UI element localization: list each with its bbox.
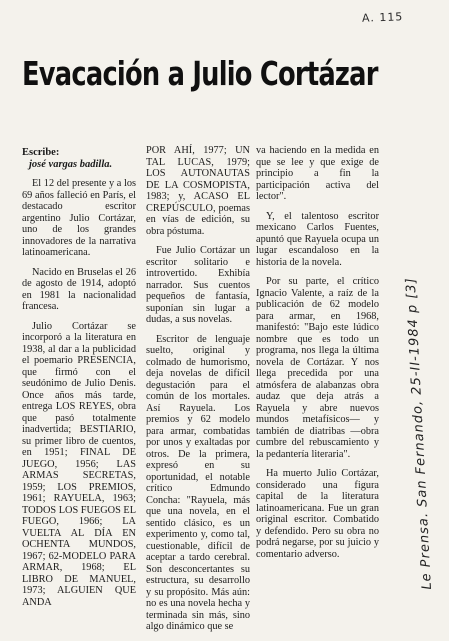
byline-label: Escribe: [22,147,60,158]
col1-paragraph: Julio Cortázar se incorporó a la literatura en 1938, al dar a la publicidad el poemario PRESENCIA, que firmó con el seudónimo de Julio Denis. Once años más tarde, entrega LOS REYES, obra que pasó totalmente inadvertida; BESTIARIO, su primer libro de cuentos, en 1951; FINAL DE JUEGO, 1956; LAS ARMAS SECRETAS, 1959; LOS PREMIOS, 1961; RAYUELA, 1963; TODOS LOS FUEGOS EL FUEGO, 1966; LA VUELTA AL DÍA EN OCHENTA MUNDOS, 1967; 62-MODELO PARA ARMAR, 1968; EL LIBRO DE MANUEL, 1973; ALGUIEN QUE ANDA [22,320,136,608]
col3-paragraph: Ha muerto Julio Cortázar, considerado una figura capital de la literatura latinoamericana. Fue un gran original escritor. Combatido y defendido. Pero su obra no podrá negarse, por su juicio y comentario adverso. [256,468,379,560]
col2-paragraph: Escritor de lenguaje suelto, original y colmado de humorismo, deja novelas de difícil degustación para el común de los mortales. Así Rayuela. Los premios y 62 modelo para armar, combatidas por unos y exaltadas por otros. De la primera, expresó en su oportunidad, el notable crítico Edmundo Concha: "Rayuela, más que una novela, en el sentido clásico, es un experimento y, como tal, cuestionable, difícil de aceptar a tardo cerebral. Son desconcertantes su estructura, su desarrollo y su propósito. Más aún: no es una novela hecha y terminada sin más, sino algo dinámico que se [146,333,250,632]
column-3 [256,145,379,568]
col3-paragraph: va haciendo en la medida en que se lee y que exige de principio a fin la participación activa del lector". [256,145,379,202]
col3-paragraph: Y, el talentoso escritor mexicano Carlos Fuentes, apuntó que Rayuela ocupa un lugar escandaloso en la historia de la novela. [256,210,379,268]
handwritten-top-note: A. 115 [361,10,404,25]
byline-author: josé vargas badilla. [29,159,113,170]
col3-paragraph: Por su parte, el crítico Ignacio Valente, a raíz de la publicación de 62 modelo para armar, en 1968, manifestó: "Bajo este lúdico nombre que es todo un programa, nos llega la última novela de Cortázar. Y nos llega precedida por una atmósfera de alabanzas obra audaz que deja atrás a Rayuela y abre nuevos mundos metafísicos— y también de diatribas —obra cumbre del rebuscamiento y la pedantería literaria". [256,276,379,460]
col2-paragraph: Fue Julio Cortázar un escritor solitario e introvertido. Exhibía narrador. Sus cuentos pequeños de fantasía, suponían sin lugar a dudas, a sus novelas. [146,245,250,325]
col2-paragraph: POR AHÍ, 1977; UN TAL LUCAS, 1979; LOS AUTONAUTAS DE LA COSMOPISTA, 1983; y, ACASO EL CREPÚSCULO, poemas en vías de edición, su obra póstuma. [146,145,250,237]
col1-paragraph: Nacido en Bruselas el 26 de agosto de 1914, adoptó en 1981 la nacionalidad francesa. [22,266,136,312]
handwritten-side-note: Le Prensa. San Fernando, 25-II-1984 p [3] [403,276,435,590]
column-1 [22,178,136,616]
column-2 [146,145,250,641]
article-headline: Evacación a Julio Cortázar [22,54,378,93]
col1-paragraph: El 12 del presente y a los 69 años falleció en París, el destacado escritor argentino Julio Cortázar, uno de los grandes innovadores de la narrativa latinoamericana. [22,178,136,258]
